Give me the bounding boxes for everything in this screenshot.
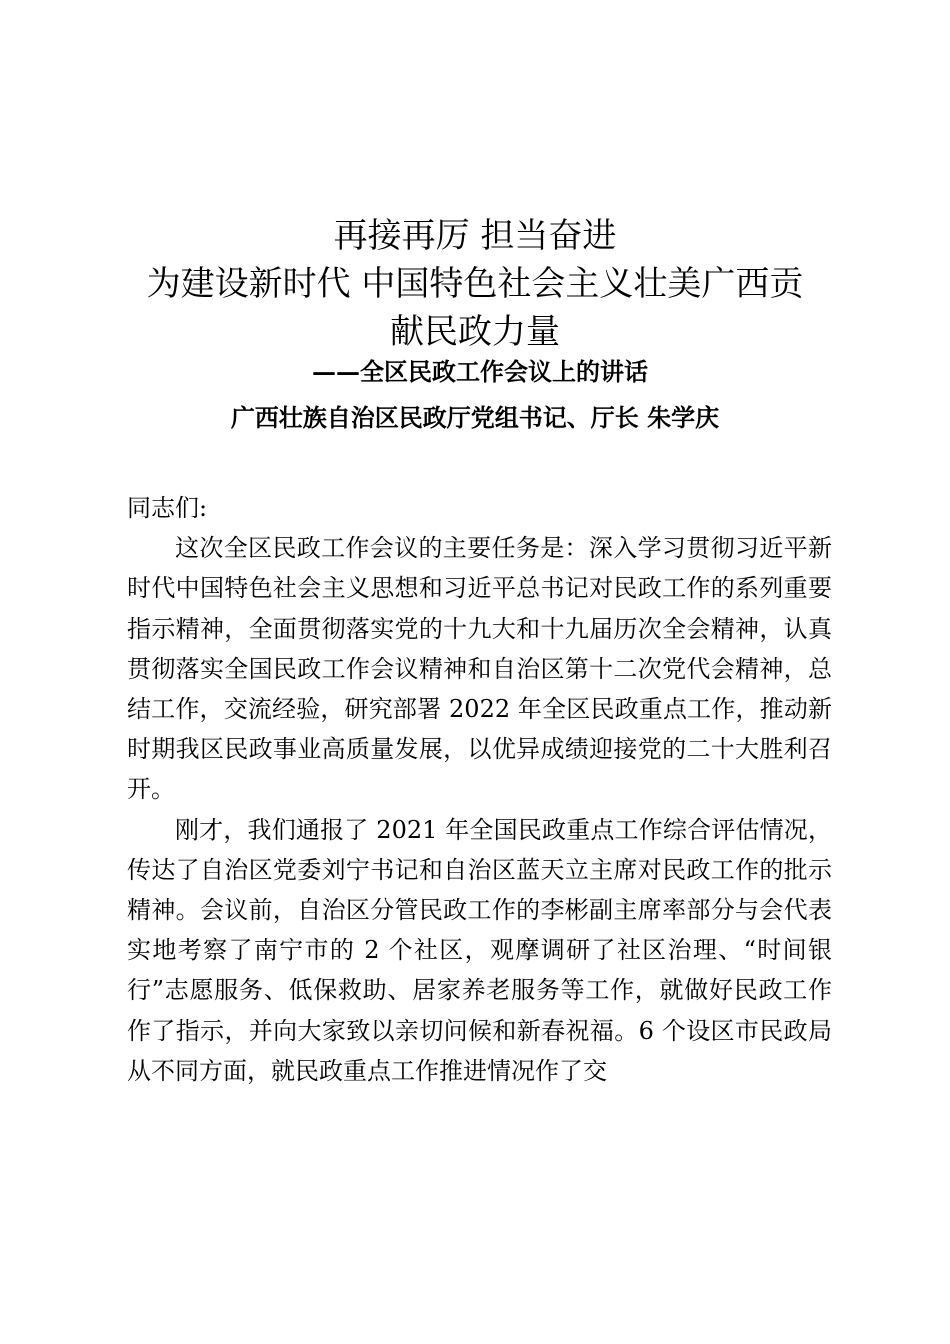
paragraph: 这次全区民政工作会议的主要任务是：深入学习贯彻习近平新时代中国特色社会主义思想和习近平总书记对民政工作的系列重要指示精神，全面贯彻落实党的十九大和十九届历次全会精神，认真贯彻落实全国民政工作会议精神和自治区第十二次党代会精神，总结工作，交流经验，研究部署 2022 年全区民政重点工作，推动新时期我区民政事业高质量发展，以优异成绩迎接党的二十大胜利召开。 bbox=[127, 534, 832, 804]
author-line: 广西壮族自治区民政厅党组书记、厅长 朱学庆 bbox=[230, 403, 720, 432]
document-title bbox=[80, 212, 870, 356]
title-line-3: 献民政力量 bbox=[390, 312, 560, 352]
title-line-2: 为建设新时代 中国特色社会主义壮美广西贡 bbox=[146, 264, 804, 304]
salutation: 同志们: bbox=[127, 494, 208, 522]
paragraph: 刚才，我们通报了 2021 年全国民政重点工作综合评估情况，传达了自治区党委刘宁书记和自治区蓝天立主席对民政工作的批示精神。会议前，自治区分管民政工作的李彬副主席率部分与会代表实地考察了南宁市的 2 个社区，观摩调研了社区治理、“时间银行”志愿服务、低保救助、居家养老服务等工作，就做好民政工作作了指示，并向大家致以亲切问候和新春祝福。6 个设区市民政局从不同方面，就民政重点工作推进情况作了交 bbox=[127, 815, 832, 1085]
body-text bbox=[127, 488, 832, 1091]
document-subtitle: ——全区民政工作会议上的讲话 bbox=[312, 357, 648, 386]
title-line-1: 再接再厉 担当奋进 bbox=[333, 216, 617, 256]
